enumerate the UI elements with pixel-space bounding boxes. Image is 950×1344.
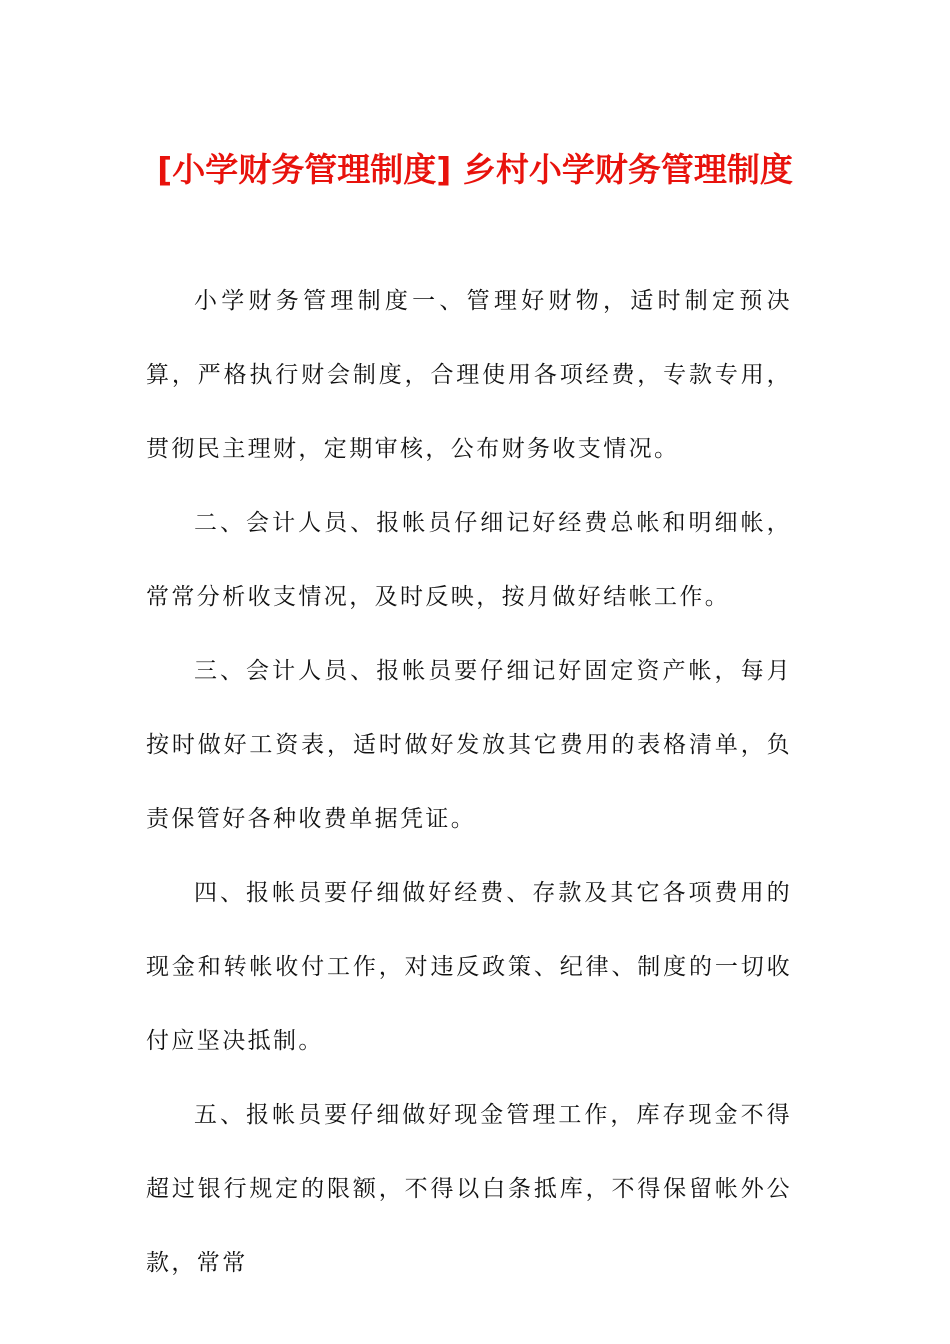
- document-title: [小学财务管理制度] 乡村小学财务管理制度: [157, 150, 793, 189]
- paragraph-3: 三、会计人员、报帐员要仔细记好固定资产帐，每月按时做好工资表，适时做好发放其它费用的表格清单，负责保管好各种收费单据凭证。: [146, 658, 792, 832]
- paragraph-5: 五、报帐员要仔细做好现金管理工作，库存现金不得超过银行规定的限额，不得以白条抵库，不得保留帐外公款，常常: [146, 1102, 792, 1276]
- document-body: [146, 264, 792, 1300]
- paragraph-1: 小学财务管理制度一、管理好财物，适时制定预决算，严格执行财会制度，合理使用各项经费，专款专用，贯彻民主理财，定期审核，公布财务收支情况。: [146, 288, 792, 462]
- paragraph-2: 二、会计人员、报帐员仔细记好经费总帐和明细帐，常常分析收支情况，及时反映，按月做好结帐工作。: [146, 510, 792, 610]
- paragraph-4: 四、报帐员要仔细做好经费、存款及其它各项费用的现金和转帐收付工作，对违反政策、纪律、制度的一切收付应坚决抵制。: [146, 880, 792, 1054]
